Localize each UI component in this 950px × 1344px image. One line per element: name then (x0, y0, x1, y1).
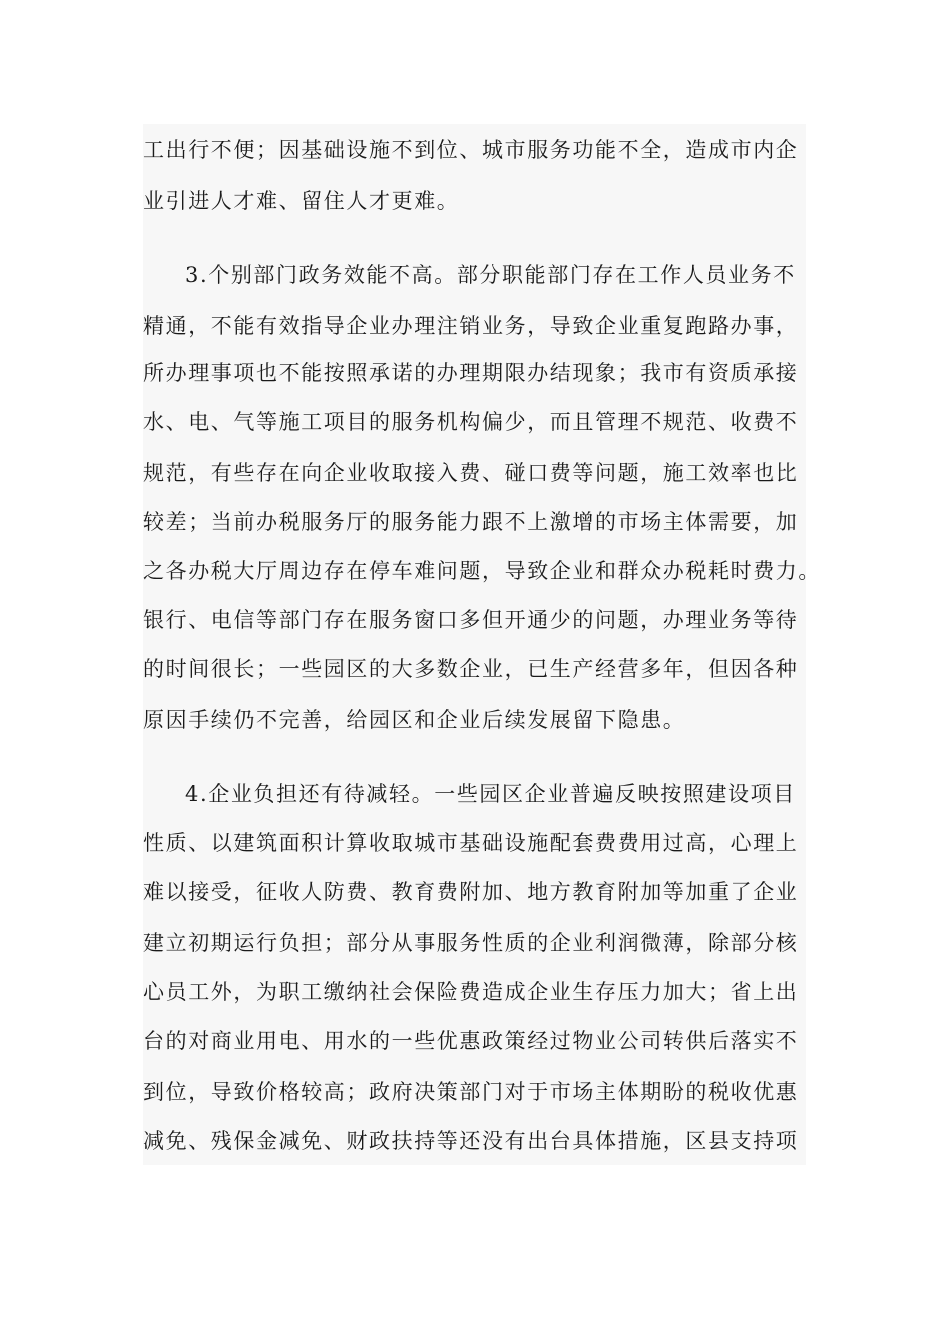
text-line: 银行、电信等部门存在服务窗口多但开通少的问题，办理业务等待 (143, 608, 799, 632)
text-line: 工出行不便；因基础设施不到位、城市服务功能不全，造成市内企 (143, 138, 799, 162)
text-line: 减免、残保金减免、财政扶持等还没有出台具体措施，区县支持项 (143, 1129, 799, 1153)
text-line: 水、电、气等施工项目的服务机构偏少，而且管理不规范、收费不 (143, 410, 799, 434)
text-line: 难以接受，征收人防费、教育费附加、地方教育附加等加重了企业 (143, 880, 799, 904)
text-line: 到位，导致价格较高；政府决策部门对于市场主体期盼的税收优惠 (143, 1080, 799, 1104)
text-line: 所办理事项也不能按照承诺的办理期限办结现象；我市有资质承接 (143, 361, 799, 385)
text-line: 规范，有些存在向企业收取接入费、碰口费等问题，施工效率也比 (143, 461, 799, 485)
text-line: 建立初期运行负担；部分从事服务性质的企业利润微薄，除部分核 (143, 931, 799, 955)
text-line: 业引进人才难、留住人才更难。 (143, 189, 460, 213)
paragraph-heading-line: 3.个别部门政务效能不高。部分职能部门存在工作人员业务不 (185, 263, 796, 287)
text-line: 原因手续仍不完善，给园区和企业后续发展留下隐患。 (143, 708, 686, 732)
text-line: 之各办税大厅周边存在停车难问题，导致企业和群众办税耗时费力。 (143, 559, 821, 583)
text-line: 心员工外，为职工缴纳社会保险费造成企业生存压力加大；省上出 (143, 980, 799, 1004)
paragraph-heading-line: 4.企业负担还有待减轻。一些园区企业普遍反映按照建设项目 (185, 782, 796, 806)
text-line: 的时间很长；一些园区的大多数企业，已生产经营多年，但因各种 (143, 657, 799, 681)
text-line: 较差；当前办税服务厅的服务能力跟不上激增的市场主体需要，加 (143, 510, 799, 534)
text-line: 台的对商业用电、用水的一些优惠政策经过物业公司转供后落实不 (143, 1029, 799, 1053)
text-line: 精通，不能有效指导企业办理注销业务，导致企业重复跑路办事， (143, 314, 799, 338)
text-line: 性质、以建筑面积计算收取城市基础设施配套费费用过高，心理上 (143, 831, 799, 855)
